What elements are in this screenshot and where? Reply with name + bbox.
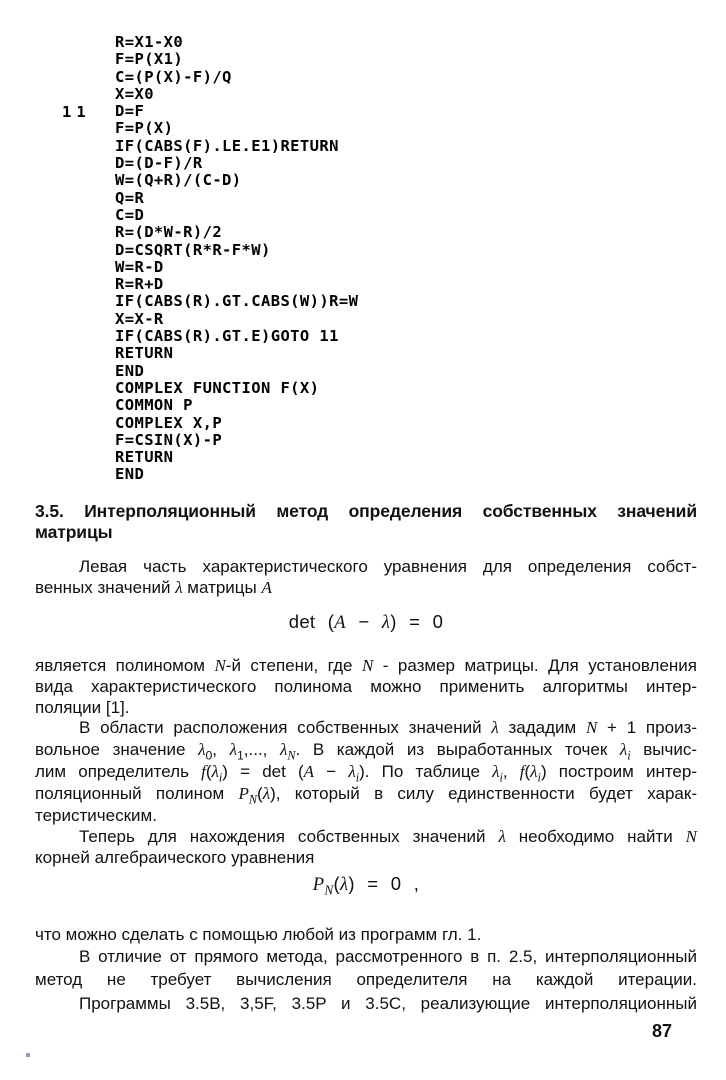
code-line: C=D (115, 205, 145, 224)
code-line: D=F (115, 102, 145, 121)
code-line: C=(P(X)-F)/Q (115, 67, 232, 86)
code-listing (115, 34, 358, 484)
paragraph (35, 826, 697, 868)
paragraph (35, 924, 697, 945)
code-line: RETURN (115, 448, 174, 467)
text-line: В области расположения собственных значений λ зададим N + 1 произ- (79, 718, 697, 737)
code-line: IF(CABS(F).LE.E1)RETURN (115, 136, 339, 155)
code-line: F=CSIN(X)-P (115, 430, 223, 449)
code-line: F=P(X) (115, 119, 174, 138)
code-statement-label: 11 (62, 103, 91, 121)
text-line: венных значений λ матрицы A (35, 578, 272, 597)
text-line: Левая часть характеристического уравнения для определения собст- (79, 557, 697, 576)
text-line: Теперь для нахождения собственных значений λ необходимо найти N (79, 827, 697, 846)
code-line: END (115, 465, 145, 484)
paragraph (35, 717, 697, 827)
section-heading: 3.5. Интерполяционный метод определения собственных значений матрицы (35, 501, 697, 542)
paragraph (35, 945, 697, 991)
code-line: R=(D*W-R)/2 (115, 223, 223, 242)
text-line: метод не требует вычисления определителя на каждой итерации. (35, 970, 697, 989)
code-line: COMMON P (115, 396, 193, 415)
page-number: 87 (652, 1021, 673, 1041)
text-line: лим определитель $f(\lambda_i) = \det (A - \lambda_i)$. По таблице $\lambda_i$, $f(\lambda_i)$ построим интер- (35, 762, 698, 785)
code-line: D=(D-F)/R (115, 154, 203, 173)
text-line: корней алгебраического уравнения (35, 848, 315, 867)
scan-artifact-dot (26, 1053, 30, 1057)
code-line: F=P(X1) (115, 50, 184, 69)
text-line: Программы 3.5B, 3,5F, 3.5P и 3.5C, реализующие интерполяционный (79, 994, 697, 1013)
formula-pn: $P_N(\lambda) = 0$ , (312, 873, 420, 898)
code-line: IF(CABS(R).GT.CABS(W))R=W (115, 292, 359, 311)
code-line: COMPLEX X,P (115, 413, 223, 432)
text-line: является полиномом N-й степени, где N - размер матрицы. Для установления (35, 656, 697, 675)
text-line: поляционный полином $P_N(\lambda)$, который в силу единственности будет харак- (35, 784, 697, 807)
code-line: COMPLEX FUNCTION F(X) (115, 378, 320, 397)
paragraph (35, 992, 697, 1015)
code-line: RETURN (115, 344, 174, 363)
code-line: W=R-D (115, 257, 164, 276)
code-line: X=X0 (115, 84, 154, 103)
text-line: вида характеристического полинома можно применить алгоритмы интер- (35, 677, 697, 696)
text-line: теристическим. (35, 806, 157, 825)
code-line: R=R+D (115, 275, 164, 294)
paragraph (35, 556, 697, 598)
text-line: вольное значение $\lambda_0$, $\lambda_1$,..., $\lambda_N$. В каждой из выработанных точек $\lambda_i$ вычис- (35, 740, 697, 763)
code-line: D=CSQRT(R*R-F*W) (115, 240, 271, 259)
paragraph (35, 655, 697, 718)
code-line: IF(CABS(R).GT.E)GOTO 11 (115, 327, 339, 346)
code-line: END (115, 361, 145, 380)
code-line: R=X1-X0 (115, 33, 184, 51)
text-line: поляции [1]. (35, 698, 130, 717)
code-line: W=(Q+R)/(C-D) (115, 171, 242, 190)
code-line: Q=R (115, 188, 145, 207)
text-line: что можно сделать с помощью любой из программ гл. 1. (35, 925, 482, 944)
code-line: X=X-R (115, 309, 164, 328)
formula-det: det (A − λ) = 0 (288, 611, 444, 633)
text-line: В отличие от прямого метода, рассмотренного в п. 2.5, интерполяционный (79, 947, 697, 966)
